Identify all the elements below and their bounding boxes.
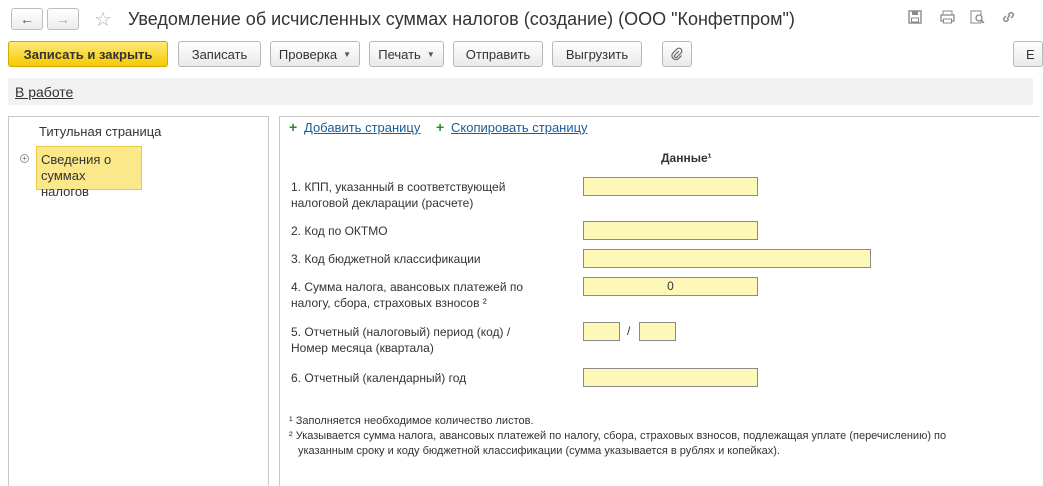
export-label: Выгрузить — [565, 46, 629, 62]
more-button[interactable] — [1013, 41, 1043, 67]
plus-icon: + — [289, 119, 298, 135]
oktmo-field[interactable] — [583, 221, 758, 240]
kbk-field[interactable] — [583, 249, 871, 268]
footnote-1: ¹ Заполняется необходимое количество листов. — [289, 415, 534, 427]
pages-tree — [8, 116, 269, 486]
print-icon[interactable] — [939, 10, 955, 26]
year-field[interactable] — [583, 368, 758, 387]
expand-icon[interactable]: + — [20, 154, 29, 163]
more-label: Е — [1026, 46, 1035, 62]
save-icon[interactable] — [907, 10, 923, 26]
period-month-field[interactable] — [639, 322, 676, 341]
status-strip — [8, 78, 1033, 105]
chevron-down-icon: ▼ — [426, 49, 435, 59]
print-label: Печать — [378, 46, 421, 62]
save-and-close-button[interactable] — [8, 41, 168, 67]
save-button[interactable] — [178, 41, 261, 67]
window-title: Уведомление об исчисленных суммах налогов (создание) (ООО "Конфетпром") — [128, 9, 795, 29]
field-label-kbk: 3. Код бюджетной классификации — [291, 252, 481, 266]
tax-amount-field[interactable]: 0 — [583, 277, 758, 296]
forward-arrow-icon: → — [56, 11, 70, 27]
field-label-oktmo: 2. Код по ОКТМО — [291, 224, 388, 238]
export-button[interactable] — [552, 41, 642, 67]
link-icon[interactable] — [1000, 10, 1016, 26]
add-page-link[interactable]: Добавить страницу — [304, 120, 421, 135]
period-code-field[interactable] — [583, 322, 620, 341]
tree-item-title-page[interactable]: Титульная страница — [39, 124, 162, 139]
kpp-field[interactable] — [583, 177, 758, 196]
back-arrow-icon: ← — [20, 11, 34, 27]
field-label-tax-amount: 4. Сумма налога, авансовых платежей по налогу, сбора, страховых взносов ² — [291, 280, 524, 310]
forward-button[interactable] — [47, 8, 79, 30]
star-icon[interactable]: ☆ — [94, 9, 112, 31]
save-label: Записать — [191, 46, 248, 62]
field-label-kpp: 1. КПП, указанный в соответствующей налоговой декларации (расчете) — [291, 180, 506, 210]
attach-button[interactable] — [662, 41, 692, 67]
send-button[interactable] — [453, 41, 543, 67]
period-separator: / — [627, 324, 631, 338]
chevron-down-icon: ▼ — [343, 49, 352, 59]
send-label: Отправить — [465, 46, 531, 62]
plus-icon: + — [436, 119, 445, 135]
save-and-close-label: Записать и закрыть — [23, 46, 153, 62]
footnote-2: ² Указывается сумма налога, авансовых платежей по налогу, сбора, страховых взносов, подлежащая уплате (перечислению) по — [289, 430, 947, 442]
form-panel — [279, 116, 1039, 486]
tree-item-tax-amounts[interactable]: Сведения о суммах налогов — [36, 146, 142, 190]
paperclip-icon — [670, 47, 684, 61]
status-link[interactable]: В работе — [15, 84, 74, 100]
print-dropdown-button[interactable] — [369, 41, 444, 67]
back-button[interactable] — [11, 8, 43, 30]
check-dropdown-button[interactable] — [270, 41, 360, 67]
copy-page-link[interactable]: Скопировать страницу — [451, 120, 588, 135]
preview-icon[interactable] — [969, 10, 985, 26]
field-label-year: 6. Отчетный (календарный) год — [291, 371, 467, 385]
field-label-period: 5. Отчетный (налоговый) период (код) / Номер месяца (квартала) — [291, 325, 511, 355]
footnote-2-continued: указанным сроку и коду бюджетной классификации (сумма указывается в рублях и копейках). — [298, 445, 780, 457]
check-label: Проверка — [278, 46, 338, 62]
data-column-header: Данные¹ — [661, 151, 712, 165]
